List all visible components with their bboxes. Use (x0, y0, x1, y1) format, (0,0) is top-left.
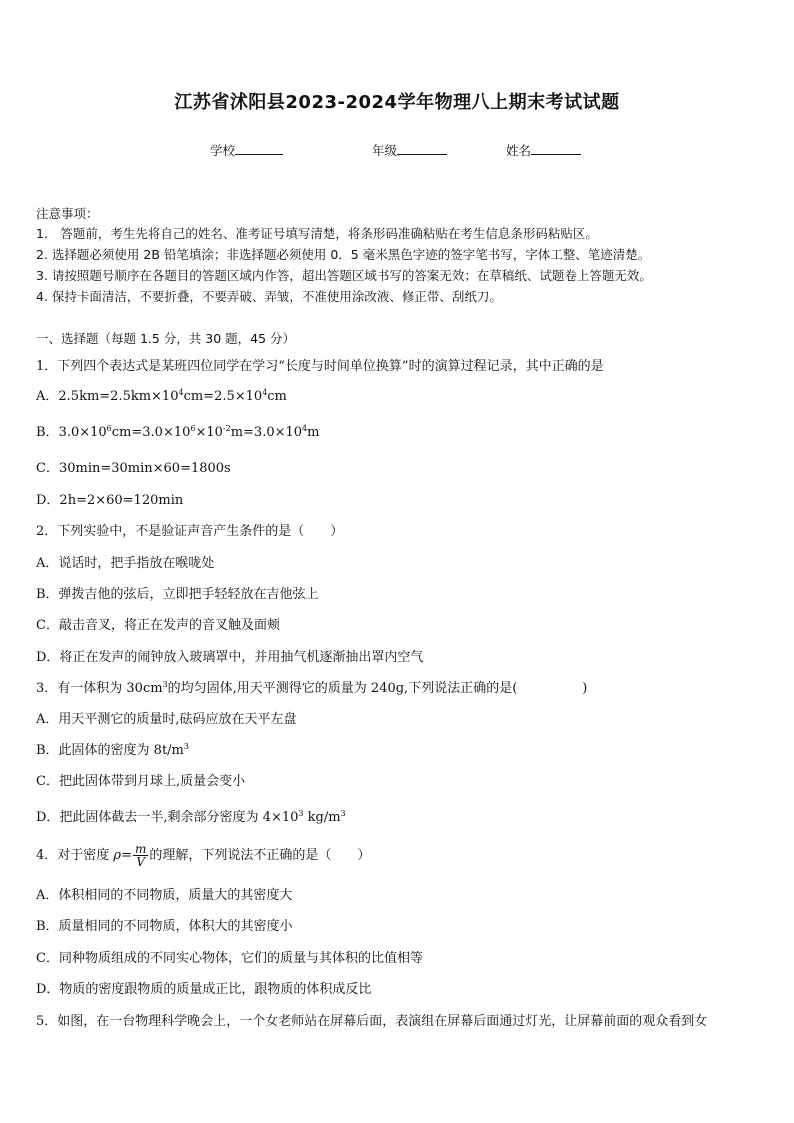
grade-blank (397, 142, 447, 155)
question-3-option-a: A．用天平测它的质量时,砝码应放在天平左盘 (36, 712, 297, 727)
grade-field (372, 141, 447, 159)
name-field (506, 141, 581, 159)
school-label: 学校 (210, 143, 236, 158)
question-1-stem: 1．下列四个表达式是某班四位同学在学习“长度与时间单位换算”时的演算过程记录，其中正确的是 (36, 359, 604, 374)
name-blank (531, 142, 581, 155)
notes-heading: 注意事项： (36, 206, 99, 221)
note-item: 3. 请按照题号顺序在各题目的答题区域内作答，超出答题区域书写的答案无效；在草稿纸、试题卷上答题无效。 (36, 268, 652, 283)
question-2-stem: 2．下列实验中，不是验证声音产生条件的是（ ） (36, 524, 344, 539)
note-item: 1. 答题前，考生先将自己的姓名、准考证号填写清楚，将条形码准确粘贴在考生信息条形码粘贴区。 (36, 226, 598, 241)
question-1-option-d: D．2h=2×60=120min (36, 493, 184, 508)
question-4-option-a: A．体积相同的不同物质，质量大的其密度大 (36, 888, 293, 903)
question-2-option-d: D．将正在发声的闹钟放入玻璃罩中，并用抽气机逐渐抽出罩内空气 (36, 650, 424, 665)
grade-label: 年级 (372, 143, 398, 158)
question-3-option-c: C．把此固体带到月球上,质量会变小 (36, 774, 246, 789)
question-3-option-d: D．把此固体截去一半,剩余部分密度为 $4\times 10^3$ $kg/m^3$ (36, 809, 346, 825)
fraction: $\frac{m}{V}$ (134, 842, 147, 869)
school-field (210, 141, 283, 159)
question-3-option-b: B．此固体的密度为 $8t/m^3$ (36, 742, 189, 758)
page-title: 江苏省沭阳县2023-2024学年物理八上期末考试试题 (174, 92, 620, 113)
section-title: 一、选择题（每题 1.5 分，共 30 题，45 分） (36, 331, 296, 346)
question-4-option-b: B．质量相同的不同物质，体积大的其密度小 (36, 919, 293, 934)
question-4-option-d: D．物质的密度跟物质的质量成正比，跟物质的体积成反比 (36, 982, 372, 997)
question-1-option-a: A．$2.5km=2.5km\times 10^4cm=2.5\times 10^4cm$ (36, 388, 287, 404)
density-formula: ρ= $\frac{m}{V}$ (113, 842, 147, 869)
note-item: 4. 保持卡面清洁，不要折叠，不要弄破、弄皱，不准使用涂改液、修正带、刮纸刀。 (36, 289, 502, 304)
note-item: 2. 选择题必须使用 2B 铅笔填涂；非选择题必须使用 0．5 毫米黑色字迹的签字笔书写，字体工整、笔迹清楚。 (36, 247, 651, 262)
name-label: 姓名 (506, 143, 532, 158)
question-4-stem: 4．对于密度 ρ= $\frac{m}{V}$ 的理解，下列说法不正确的是（ ） (36, 842, 371, 869)
question-3-stem: 3．有一体积为 $30cm^3$的均匀固体,用天平测得它的质量为 240g,下列说法正确的是( ) (36, 680, 588, 696)
school-blank (235, 142, 283, 155)
question-1-option-c: C．30min=30min×60=1800s (36, 461, 231, 476)
question-4-option-c: C．同种物质组成的不同实心物体，它们的质量与其体积的比值相等 (36, 951, 423, 966)
question-1-option-b: B．$3.0\times 10^6cm=3.0\times 10^6\times 10^{-2}m=3.0\times 10^4m$ (36, 424, 320, 440)
question-5-stem: 5．如图，在一台物理科学晚会上，一个女老师站在屏幕后面，表演组在屏幕后面通过灯光，让屏幕前面的观众看到女 (36, 1014, 708, 1029)
question-2-option-a: A．说话时，把手指放在喉咙处 (36, 556, 215, 571)
question-2-option-c: C．敲击音叉，将正在发声的音叉触及面颊 (36, 618, 280, 633)
question-2-option-b: B．弹拨吉他的弦后，立即把手轻轻放在吉他弦上 (36, 587, 319, 602)
